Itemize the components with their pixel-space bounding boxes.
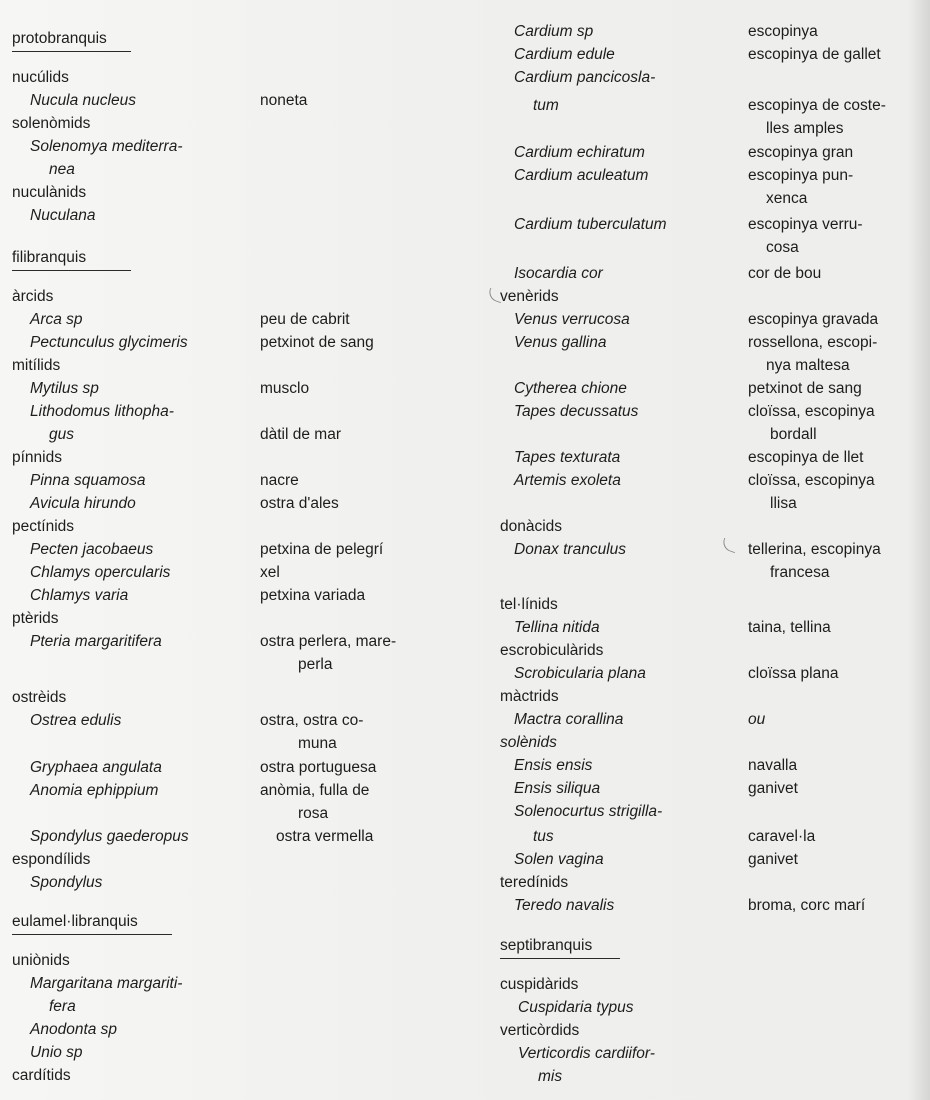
common-name-ganivet: ganivet bbox=[748, 780, 798, 797]
common-name-petxina-variada: petxina variada bbox=[260, 587, 366, 604]
species-mytilus-sp: Mytilus sp bbox=[30, 380, 99, 397]
species-solenomya-line1: Solenomya mediterra- bbox=[30, 138, 183, 155]
family-cuspidarids: cuspidàrids bbox=[500, 976, 579, 993]
species-spondylus: Spondylus bbox=[30, 874, 103, 891]
common-name-verrucosa-line2: cosa bbox=[766, 239, 799, 256]
common-name-clossa-bordall-line1: cloïssa, escopinya bbox=[748, 403, 875, 420]
species-scrobicularia-plana: Scrobicularia plana bbox=[514, 665, 646, 682]
common-name-petxinot-de-sang: petxinot de sang bbox=[748, 380, 862, 397]
species-pinna-squamosa: Pinna squamosa bbox=[30, 472, 146, 489]
species-verticordis-line2: mis bbox=[538, 1068, 563, 1085]
common-name-ostra-dales: ostra d'ales bbox=[260, 495, 339, 512]
common-name-escopinya-gran: escopinya gran bbox=[748, 144, 854, 161]
common-name-nacre: nacre bbox=[260, 472, 299, 489]
group-heading-eulamellibranquis: eulamel·libranquis bbox=[12, 913, 138, 930]
family-nuculids: nucúlids bbox=[12, 69, 69, 86]
common-name-noneta: noneta bbox=[260, 92, 308, 109]
common-name-clossa-llisa-line1: cloïssa, escopinya bbox=[748, 472, 875, 489]
species-solenocurtus-line1: Solenocurtus strigilla- bbox=[514, 803, 663, 820]
family-arcids: àrcids bbox=[12, 288, 54, 305]
family-venerids: venèrids bbox=[500, 288, 559, 305]
family-solenomids: solenòmids bbox=[12, 115, 91, 132]
species-pectunculus: Pectunculus glycimeris bbox=[30, 334, 188, 351]
common-name-escopinya: escopinya bbox=[748, 23, 818, 40]
species-ensis-ensis: Ensis ensis bbox=[514, 757, 593, 774]
common-name-ostra-perlera-line2: perla bbox=[298, 656, 333, 673]
species-ensis-siliqua: Ensis siliqua bbox=[514, 780, 601, 797]
common-name-punxenca-line2: xenca bbox=[766, 190, 808, 207]
common-name-ostra-vermella: ostra vermella bbox=[276, 828, 374, 845]
common-name-escopinya-de-gallet: escopinya de gallet bbox=[748, 46, 881, 63]
species-solenomya-line2: nea bbox=[49, 161, 75, 178]
heading-underline bbox=[12, 51, 131, 52]
common-name-broma: broma, corc marí bbox=[748, 897, 866, 914]
common-name-ou: ou bbox=[748, 711, 766, 728]
species-artemis-exoleta: Artemis exoleta bbox=[514, 472, 621, 489]
species-venus-verrucosa: Venus verrucosa bbox=[514, 311, 630, 328]
species-cuspidaria-typus: Cuspidaria typus bbox=[518, 999, 634, 1016]
family-carditids: cardítids bbox=[12, 1067, 71, 1084]
common-name-taina: taina, tellina bbox=[748, 619, 831, 636]
common-name-datil-de-mar: dàtil de mar bbox=[260, 426, 341, 443]
common-name-anomia-line2: rosa bbox=[298, 805, 329, 822]
species-avicula-hirundo: Avicula hirundo bbox=[30, 495, 136, 512]
common-name-xel: xel bbox=[260, 564, 280, 581]
common-name-costelles-line2: lles amples bbox=[766, 120, 844, 137]
species-cardium-edule: Cardium edule bbox=[514, 46, 615, 63]
species-pteria-margaritifera: Pteria margaritifera bbox=[30, 633, 162, 650]
family-ostreids: ostrèids bbox=[12, 689, 67, 706]
species-isocardia-cor: Isocardia cor bbox=[514, 265, 603, 282]
species-solen-vagina: Solen vagina bbox=[514, 851, 604, 868]
common-name-clossa-plana: cloïssa plana bbox=[748, 665, 839, 682]
species-cardium-tuberculatum: Cardium tuberculatum bbox=[514, 216, 667, 233]
species-tapes-decussatus: Tapes decussatus bbox=[514, 403, 639, 420]
common-name-rossellona-line2: nya maltesa bbox=[766, 357, 850, 374]
species-cytherea-chione: Cytherea chione bbox=[514, 380, 627, 397]
species-cardium-pancicoslatum-line1: Cardium pancicosla- bbox=[514, 69, 656, 86]
species-solenocurtus-line2: tus bbox=[533, 828, 554, 845]
common-name-musclo: musclo bbox=[260, 380, 310, 397]
group-heading-septibranquis: septibranquis bbox=[500, 937, 593, 954]
family-espondilids: espondílids bbox=[12, 851, 91, 868]
species-margaritana-line2: fera bbox=[49, 998, 76, 1015]
group-heading-protobranquis: protobranquis bbox=[12, 30, 107, 47]
species-lithodomus-line2: gus bbox=[49, 426, 74, 443]
family-verticordids: verticòrdids bbox=[500, 1022, 580, 1039]
common-name-ostra-comuna-line2: muna bbox=[298, 735, 337, 752]
family-mitilids: mitílids bbox=[12, 357, 61, 374]
family-nuculanids: nuculànids bbox=[12, 184, 87, 201]
common-name-tellerina-line2: francesa bbox=[770, 564, 830, 581]
species-anomia-ephippium: Anomia ephippium bbox=[30, 782, 159, 799]
species-chlamys-opercularis: Chlamys opercularis bbox=[30, 564, 171, 581]
pencil-mark bbox=[721, 538, 739, 553]
heading-underline bbox=[12, 270, 131, 271]
common-name-clossa-bordall-line2: bordall bbox=[770, 426, 817, 443]
common-name-cor-de-bou: cor de bou bbox=[748, 265, 822, 282]
species-cardium-pancicoslatum-line2: tum bbox=[533, 97, 559, 114]
common-name-escopinya-de-llet: escopinya de llet bbox=[748, 449, 864, 466]
common-name-costelles-line1: escopinya de coste- bbox=[748, 97, 886, 114]
common-name-verrucosa-line1: escopinya verru- bbox=[748, 216, 863, 233]
common-name-rossellona-line1: rossellona, escopi- bbox=[748, 334, 878, 351]
common-name-ostra-portuguesa: ostra portuguesa bbox=[260, 759, 377, 776]
common-name-ostra-comuna-line1: ostra, ostra co- bbox=[260, 712, 364, 729]
common-name-peu-de-cabrit: peu de cabrit bbox=[260, 311, 350, 328]
species-margaritana-line1: Margaritana margariti- bbox=[30, 975, 183, 992]
species-ostrea-edulis: Ostrea edulis bbox=[30, 712, 122, 729]
common-name-escopinya-gravada: escopinya gravada bbox=[748, 311, 879, 328]
species-cardium-echiratum: Cardium echiratum bbox=[514, 144, 645, 161]
species-nuculana: Nuculana bbox=[30, 207, 96, 224]
species-spondylus-gaederopus: Spondylus gaederopus bbox=[30, 828, 189, 845]
family-pterids: ptèrids bbox=[12, 610, 59, 627]
species-verticordis-line1: Verticordis cardiifor- bbox=[518, 1045, 655, 1062]
common-name-ostra-perlera-line1: ostra perlera, mare- bbox=[260, 633, 397, 650]
species-anodonta-sp: Anodonta sp bbox=[30, 1021, 118, 1038]
family-unionids: uniònids bbox=[12, 952, 70, 969]
family-donacids: donàcids bbox=[500, 518, 563, 535]
common-name-petxinot-de-sang: petxinot de sang bbox=[260, 334, 374, 351]
common-name-tellerina-line1: tellerina, escopinya bbox=[748, 541, 881, 558]
common-name-punxenca-line1: escopinya pun- bbox=[748, 167, 854, 184]
species-pecten-jacobaeus: Pecten jacobaeus bbox=[30, 541, 154, 558]
species-mactra-corallina: Mactra corallina bbox=[514, 711, 624, 728]
group-heading-filibranquis: filibranquis bbox=[12, 249, 87, 266]
species-nucula-nucleus: Nucula nucleus bbox=[30, 92, 136, 109]
species-unio-sp: Unio sp bbox=[30, 1044, 83, 1061]
species-chlamys-varia: Chlamys varia bbox=[30, 587, 129, 604]
species-tapes-texturata: Tapes texturata bbox=[514, 449, 621, 466]
species-lithodomus-line1: Lithodomus lithopha- bbox=[30, 403, 174, 420]
common-name-ganivet: ganivet bbox=[748, 851, 798, 868]
family-solenids: solènids bbox=[500, 734, 557, 751]
species-cardium-aculeatum: Cardium aculeatum bbox=[514, 167, 649, 184]
family-pectinids: pectínids bbox=[12, 518, 75, 535]
species-donax-tranculus: Donax tranculus bbox=[514, 541, 627, 558]
family-pinnids: pínnids bbox=[12, 449, 62, 466]
common-name-caravel-la: caravel·la bbox=[748, 828, 816, 845]
species-tellina-nitida: Tellina nitida bbox=[514, 619, 600, 636]
common-name-navalla: navalla bbox=[748, 757, 798, 774]
species-gryphaea-angulata: Gryphaea angulata bbox=[30, 759, 162, 776]
species-teredo-navalis: Teredo navalis bbox=[514, 897, 615, 914]
family-escrobicularids: escrobiculàrids bbox=[500, 642, 604, 659]
page-edge-shadow bbox=[908, 0, 930, 1100]
family-tellinids: tel·línids bbox=[500, 596, 558, 613]
species-cardium-sp: Cardium sp bbox=[514, 23, 594, 40]
species-venus-gallina: Venus gallina bbox=[514, 334, 607, 351]
heading-underline bbox=[12, 934, 172, 935]
family-mactrids: màctrids bbox=[500, 688, 559, 705]
family-teredinids: teredínids bbox=[500, 874, 569, 891]
common-name-anomia-line1: anòmia, fulla de bbox=[260, 782, 370, 799]
heading-underline bbox=[500, 958, 620, 959]
species-arca-sp: Arca sp bbox=[30, 311, 83, 328]
common-name-petxina-de-pelegri: petxina de pelegrí bbox=[260, 541, 384, 558]
common-name-clossa-llisa-line2: llisa bbox=[770, 495, 797, 512]
